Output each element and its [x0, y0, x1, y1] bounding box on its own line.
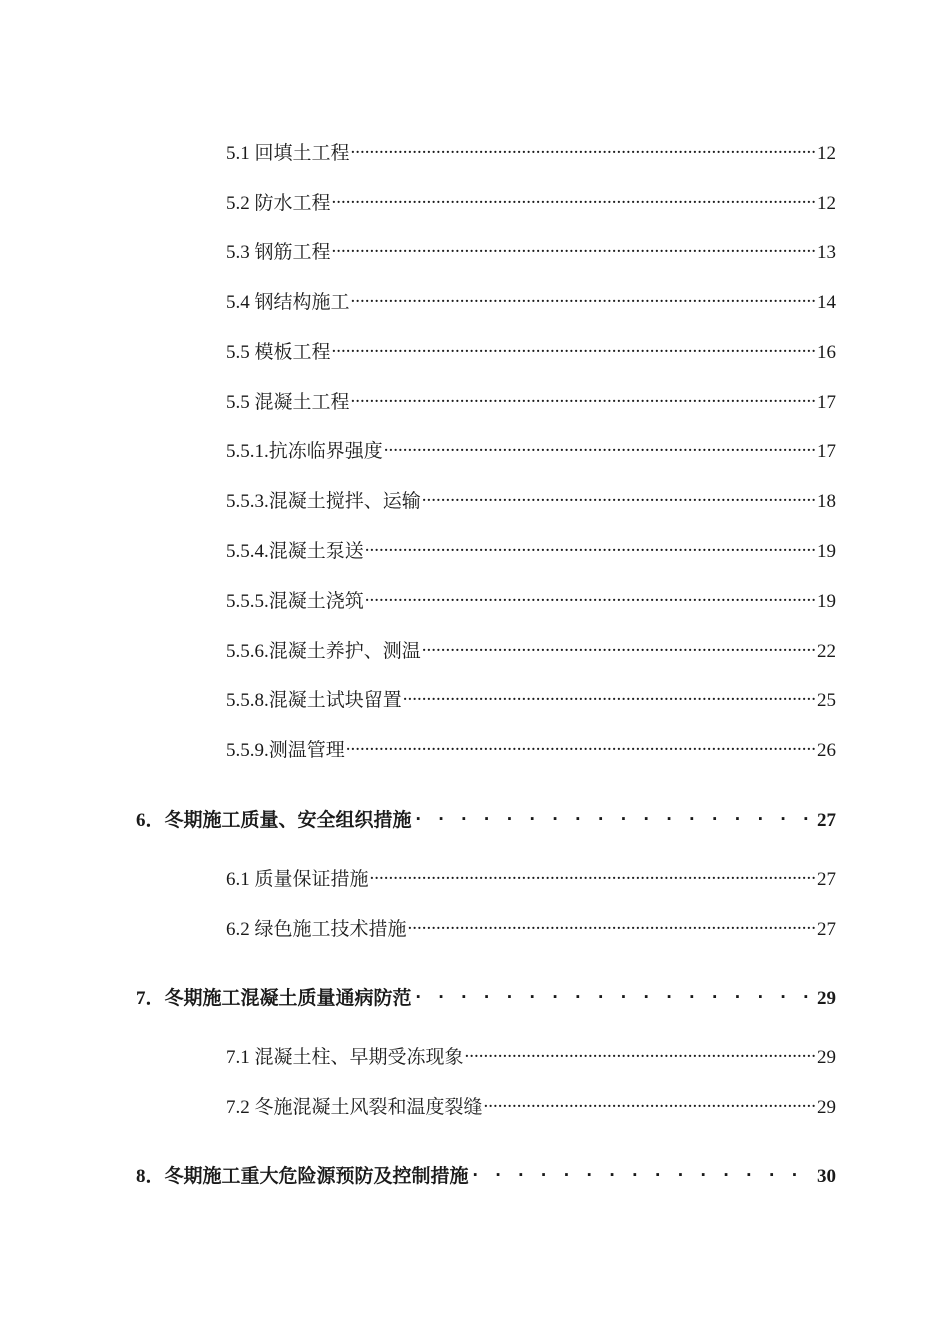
- toc-entry-title: 5.5.6.混凝土养护、测温: [226, 641, 421, 662]
- dot-leader: [408, 916, 816, 935]
- toc-entry-page: 19: [817, 541, 836, 562]
- toc-entry-title: 5.3 钢筋工程: [226, 242, 331, 263]
- toc-entry-5-5-9[interactable]: [226, 735, 836, 761]
- toc-entry-page: 12: [817, 143, 836, 164]
- toc-entry-title: 5.1 回填土工程: [226, 143, 350, 164]
- dot-leader: [346, 737, 816, 756]
- toc-entry-6-1[interactable]: [226, 864, 836, 890]
- toc-entry-page: 29: [817, 988, 836, 1009]
- toc-entry-5-5-8[interactable]: [226, 685, 836, 711]
- toc-entry-page: 26: [817, 740, 836, 761]
- dot-leader: [465, 1044, 816, 1063]
- toc-entry-title: 5.5 混凝土工程: [226, 392, 350, 413]
- toc-entry-page: 27: [817, 919, 836, 940]
- toc-chapter-6[interactable]: [136, 805, 836, 831]
- toc-entry-5-3[interactable]: [226, 237, 836, 263]
- toc-entry-5-2[interactable]: [226, 188, 836, 214]
- toc-entry-title: 7.1 混凝土柱、早期受冻现象: [226, 1047, 464, 1068]
- dot-leader: [332, 339, 816, 358]
- toc-entry-page: 17: [817, 392, 836, 413]
- toc-entry-5-5-5[interactable]: [226, 586, 836, 612]
- toc-entry-page: 18: [817, 491, 836, 512]
- dot-leader: [351, 389, 816, 408]
- toc-entry-page: 29: [817, 1097, 836, 1118]
- toc-entry-page: 30: [817, 1166, 836, 1187]
- toc-entry-title: 5.2 防水工程: [226, 193, 331, 214]
- toc-entry-5-5-6[interactable]: [226, 636, 836, 662]
- toc-entry-5-5-1[interactable]: [226, 436, 836, 462]
- toc-entry-title: 5.5 模板工程: [226, 342, 331, 363]
- toc-entry-title: 6.2 绿色施工技术措施: [226, 919, 407, 940]
- dot-leader: [413, 807, 816, 826]
- toc-entry-page: 17: [817, 441, 836, 462]
- toc-entry-page: 29: [817, 1047, 836, 1068]
- toc-entry-title: 6．冬期施工质量、安全组织措施: [136, 810, 412, 831]
- toc-entry-title: 7.2 冬施混凝土风裂和温度裂缝: [226, 1097, 483, 1118]
- dot-leader: [384, 438, 816, 457]
- toc-entry-5-5-4[interactable]: [226, 536, 836, 562]
- toc-entry-page: 16: [817, 342, 836, 363]
- dot-leader: [422, 488, 816, 507]
- toc-entry-page: 22: [817, 641, 836, 662]
- toc-entry-6-2[interactable]: [226, 914, 836, 940]
- toc-entry-title: 6.1 质量保证措施: [226, 869, 369, 890]
- toc-entry-5-4[interactable]: [226, 287, 836, 313]
- dot-leader: [365, 588, 816, 607]
- dot-leader: [403, 687, 816, 706]
- dot-leader: [351, 289, 816, 308]
- dot-leader: [351, 140, 816, 159]
- dot-leader: [484, 1094, 816, 1113]
- toc-entry-title: 5.5.4.混凝土泵送: [226, 541, 364, 562]
- toc-entry-title: 5.5.1.抗冻临界强度: [226, 441, 383, 462]
- toc-entry-title: 5.5.9.测温管理: [226, 740, 345, 761]
- toc-entry-7-1[interactable]: [226, 1042, 836, 1068]
- dot-leader: [422, 638, 816, 657]
- toc-chapter-8[interactable]: [136, 1161, 836, 1187]
- toc-entry-title: 5.5.8.混凝土试块留置: [226, 690, 402, 711]
- toc-entry-title: 5.4 钢结构施工: [226, 292, 350, 313]
- dot-leader: [370, 866, 816, 885]
- toc-chapter-7[interactable]: [136, 983, 836, 1009]
- toc-entry-page: 25: [817, 690, 836, 711]
- dot-leader: [365, 538, 816, 557]
- toc-entry-title: 5.5.5.混凝土浇筑: [226, 591, 364, 612]
- toc-entry-title: 5.5.3.混凝土搅拌、运输: [226, 491, 421, 512]
- dot-leader: [332, 239, 816, 258]
- toc-entry-page: 14: [817, 292, 836, 313]
- toc-entry-7-2[interactable]: [226, 1092, 836, 1118]
- toc-entry-page: 27: [817, 869, 836, 890]
- toc-entry-5-5-concrete[interactable]: [226, 387, 836, 413]
- dot-leader: [470, 1163, 816, 1182]
- toc-entry-5-5-formwork[interactable]: [226, 337, 836, 363]
- dot-leader: [332, 190, 816, 209]
- toc-entry-page: 12: [817, 193, 836, 214]
- toc-entry-page: 13: [817, 242, 836, 263]
- toc-entry-page: 27: [817, 810, 836, 831]
- toc-entry-title: 7．冬期施工混凝土质量通病防范: [136, 988, 412, 1009]
- toc-entry-title: 8．冬期施工重大危险源预防及控制措施: [136, 1166, 469, 1187]
- toc-entry-5-5-3[interactable]: [226, 486, 836, 512]
- toc-entry-5-1[interactable]: [226, 138, 836, 164]
- toc-entry-page: 19: [817, 591, 836, 612]
- dot-leader: [413, 985, 816, 1004]
